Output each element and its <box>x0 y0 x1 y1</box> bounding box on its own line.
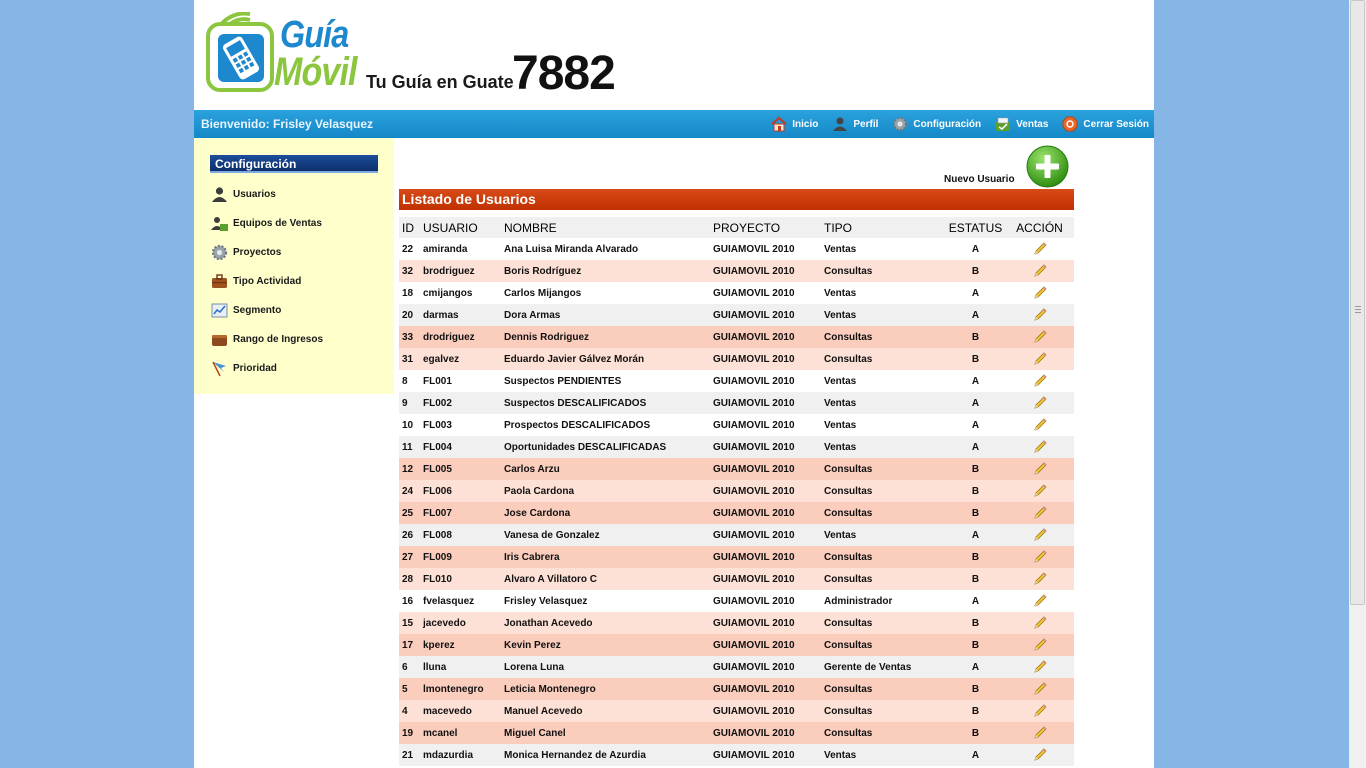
sidebar-item-rango-de-ingresos[interactable] <box>211 325 323 354</box>
cell-proyecto: GUIAMOVIL 2010 <box>710 304 821 326</box>
edit-pencil-icon[interactable] <box>1032 725 1048 741</box>
cell-proyecto: GUIAMOVIL 2010 <box>710 326 821 348</box>
nav-links <box>771 114 1149 134</box>
nav-configuracion-label: Configuración <box>913 118 982 130</box>
cell-nombre: Eduardo Javier Gálvez Morán <box>501 348 710 370</box>
cell-nombre: Leticia Montenegro <box>501 678 710 700</box>
cell-accion <box>1005 546 1074 568</box>
cell-usuario: drodriguez <box>420 326 501 348</box>
table-row <box>399 612 1074 634</box>
cell-usuario: lmontenegro <box>420 678 501 700</box>
table-row <box>399 326 1074 348</box>
cell-id: 27 <box>399 546 420 568</box>
col-usuario[interactable]: USUARIO <box>420 217 501 238</box>
cell-accion <box>1005 414 1074 436</box>
cell-nombre: Vanesa de Gonzalez <box>501 524 710 546</box>
cell-proyecto: GUIAMOVIL 2010 <box>710 590 821 612</box>
user-icon <box>832 116 848 132</box>
cell-usuario: FL009 <box>420 546 501 568</box>
cell-id: 25 <box>399 502 420 524</box>
sales-icon <box>995 116 1011 132</box>
table-row <box>399 524 1074 546</box>
cell-accion <box>1005 568 1074 590</box>
cell-usuario: FL001 <box>420 370 501 392</box>
table-row <box>399 656 1074 678</box>
cell-tipo: Consultas <box>821 348 946 370</box>
cell-estatus: A <box>946 524 1005 546</box>
cell-accion <box>1005 744 1074 766</box>
edit-pencil-icon[interactable] <box>1032 263 1048 279</box>
cell-id: 31 <box>399 348 420 370</box>
cell-id: 26 <box>399 524 420 546</box>
sidebar-title: Configuración <box>210 155 378 173</box>
cell-estatus: A <box>946 590 1005 612</box>
table-row <box>399 568 1074 590</box>
cell-nombre: Dennis Rodriguez <box>501 326 710 348</box>
cell-tipo: Ventas <box>821 282 946 304</box>
table-row <box>399 480 1074 502</box>
edit-pencil-icon[interactable] <box>1032 571 1048 587</box>
sidebar-menu <box>211 180 323 383</box>
cell-accion <box>1005 634 1074 656</box>
cell-estatus: B <box>946 260 1005 282</box>
cell-estatus: B <box>946 700 1005 722</box>
cell-proyecto: GUIAMOVIL 2010 <box>710 568 821 590</box>
header <box>194 0 1154 110</box>
page <box>194 0 1154 768</box>
cell-tipo: Ventas <box>821 414 946 436</box>
cell-nombre: Manuel Acevedo <box>501 700 710 722</box>
cell-id: 6 <box>399 656 420 678</box>
cell-usuario: FL008 <box>420 524 501 546</box>
cell-usuario: FL003 <box>420 414 501 436</box>
cell-proyecto: GUIAMOVIL 2010 <box>710 502 821 524</box>
table-body <box>399 238 1074 766</box>
cell-id: 4 <box>399 700 420 722</box>
cell-usuario: FL005 <box>420 458 501 480</box>
cell-id: 10 <box>399 414 420 436</box>
cell-usuario: FL004 <box>420 436 501 458</box>
cell-tipo: Consultas <box>821 458 946 480</box>
cell-usuario: amiranda <box>420 238 501 260</box>
edit-pencil-icon[interactable] <box>1032 417 1048 433</box>
cell-nombre: Suspectos PENDIENTES <box>501 370 710 392</box>
cell-tipo: Consultas <box>821 678 946 700</box>
list-title: Listado de Usuarios <box>399 189 1074 210</box>
tagline: Tu Guía en Guate <box>366 72 514 92</box>
table-row <box>399 678 1074 700</box>
cell-estatus: B <box>946 480 1005 502</box>
cell-usuario: brodriguez <box>420 260 501 282</box>
cell-tipo: Consultas <box>821 612 946 634</box>
table-row <box>399 260 1074 282</box>
sidebar-item-label: Prioridad <box>233 363 277 374</box>
cell-nombre: Frisley Velasquez <box>501 590 710 612</box>
cell-usuario: darmas <box>420 304 501 326</box>
cell-tipo: Consultas <box>821 480 946 502</box>
logo[interactable] <box>206 10 356 92</box>
cell-accion <box>1005 480 1074 502</box>
edit-pencil-icon[interactable] <box>1032 461 1048 477</box>
cell-accion <box>1005 392 1074 414</box>
cell-proyecto: GUIAMOVIL 2010 <box>710 744 821 766</box>
cell-accion <box>1005 260 1074 282</box>
cell-tipo: Consultas <box>821 700 946 722</box>
cell-usuario: fvelasquez <box>420 590 501 612</box>
sidebar <box>194 138 394 394</box>
table-row <box>399 370 1074 392</box>
nav-ventas-label: Ventas <box>1016 118 1049 130</box>
edit-pencil-icon[interactable] <box>1032 681 1048 697</box>
cell-id: 8 <box>399 370 420 392</box>
phone-logo-icon <box>206 12 280 92</box>
cell-proyecto: GUIAMOVIL 2010 <box>710 414 821 436</box>
cell-tipo: Consultas <box>821 546 946 568</box>
col-tipo[interactable]: TIPO <box>821 217 946 238</box>
sidebar-item-label: Tipo Actividad <box>233 276 302 287</box>
home-icon <box>771 116 787 132</box>
col-id[interactable]: ID <box>399 217 420 238</box>
table-row <box>399 348 1074 370</box>
edit-pencil-icon[interactable] <box>1032 659 1048 675</box>
cell-tipo: Consultas <box>821 502 946 524</box>
cell-id: 24 <box>399 480 420 502</box>
cell-nombre: Jonathan Acevedo <box>501 612 710 634</box>
cell-nombre: Alvaro A Villatoro C <box>501 568 710 590</box>
cell-usuario: macevedo <box>420 700 501 722</box>
cell-id: 9 <box>399 392 420 414</box>
edit-pencil-icon[interactable] <box>1032 703 1048 719</box>
sidebar-item-label: Segmento <box>233 305 282 316</box>
flag-icon <box>211 360 228 377</box>
edit-pencil-icon[interactable] <box>1032 439 1048 455</box>
cell-id: 32 <box>399 260 420 282</box>
sidebar-item-proyectos[interactable] <box>211 238 323 267</box>
cell-estatus: A <box>946 744 1005 766</box>
nav-configuracion[interactable] <box>892 114 981 134</box>
users-table <box>399 217 1074 766</box>
cell-nombre: Suspectos DESCALIFICADOS <box>501 392 710 414</box>
cell-usuario: FL007 <box>420 502 501 524</box>
cell-usuario: FL006 <box>420 480 501 502</box>
sidebar-item-segmento[interactable] <box>211 296 323 325</box>
cell-proyecto: GUIAMOVIL 2010 <box>710 260 821 282</box>
cell-usuario: egalvez <box>420 348 501 370</box>
col-accion: ACCIÓN <box>1005 217 1074 238</box>
cell-estatus: A <box>946 392 1005 414</box>
cell-accion <box>1005 700 1074 722</box>
cell-accion <box>1005 656 1074 678</box>
cell-accion <box>1005 678 1074 700</box>
nav-cerrar-sesion-label: Cerrar Sesión <box>1083 118 1149 130</box>
cell-tipo: Ventas <box>821 524 946 546</box>
col-nombre[interactable]: NOMBRE <box>501 217 710 238</box>
cell-estatus: B <box>946 568 1005 590</box>
cell-accion <box>1005 370 1074 392</box>
table-row <box>399 634 1074 656</box>
sidebar-item-label: Usuarios <box>233 189 276 200</box>
cell-proyecto: GUIAMOVIL 2010 <box>710 612 821 634</box>
nav-inicio-label: Inicio <box>792 118 819 130</box>
edit-pencil-icon[interactable] <box>1032 615 1048 631</box>
cell-proyecto: GUIAMOVIL 2010 <box>710 458 821 480</box>
cell-usuario: FL002 <box>420 392 501 414</box>
table-row <box>399 436 1074 458</box>
cell-accion <box>1005 502 1074 524</box>
cell-tipo: Ventas <box>821 370 946 392</box>
edit-pencil-icon[interactable] <box>1032 637 1048 653</box>
cell-accion <box>1005 612 1074 634</box>
edit-pencil-icon[interactable] <box>1032 373 1048 389</box>
table-header-row <box>399 217 1074 238</box>
cell-tipo: Ventas <box>821 392 946 414</box>
gear-icon <box>211 244 228 261</box>
cell-estatus: A <box>946 414 1005 436</box>
cell-proyecto: GUIAMOVIL 2010 <box>710 700 821 722</box>
edit-pencil-icon[interactable] <box>1032 307 1048 323</box>
edit-pencil-icon[interactable] <box>1032 285 1048 301</box>
sidebar-item-tipo-actividad[interactable] <box>211 267 323 296</box>
sidebar-item-label: Proyectos <box>233 247 282 258</box>
cell-id: 33 <box>399 326 420 348</box>
logo-word-movil: Móvil <box>274 50 357 94</box>
cell-estatus: A <box>946 238 1005 260</box>
cell-proyecto: GUIAMOVIL 2010 <box>710 370 821 392</box>
table-row <box>399 282 1074 304</box>
cell-tipo: Ventas <box>821 436 946 458</box>
cell-tipo: Administrador <box>821 590 946 612</box>
edit-pencil-icon[interactable] <box>1032 483 1048 499</box>
cell-tipo: Consultas <box>821 722 946 744</box>
cell-accion <box>1005 326 1074 348</box>
cell-accion <box>1005 458 1074 480</box>
sidebar-item-equipos-de-ventas[interactable] <box>211 209 323 238</box>
edit-pencil-icon[interactable] <box>1032 329 1048 345</box>
cell-id: 12 <box>399 458 420 480</box>
cell-proyecto: GUIAMOVIL 2010 <box>710 480 821 502</box>
user-icon <box>211 186 228 203</box>
cell-accion <box>1005 722 1074 744</box>
cell-estatus: A <box>946 436 1005 458</box>
cell-nombre: Iris Cabrera <box>501 546 710 568</box>
nav-perfil-label: Perfil <box>853 118 879 130</box>
table-row <box>399 238 1074 260</box>
cell-accion <box>1005 348 1074 370</box>
gear-icon <box>892 116 908 132</box>
cell-estatus: B <box>946 348 1005 370</box>
edit-pencil-icon[interactable] <box>1032 351 1048 367</box>
cell-id: 28 <box>399 568 420 590</box>
cell-estatus: B <box>946 722 1005 744</box>
team-icon <box>211 215 228 232</box>
cell-proyecto: GUIAMOVIL 2010 <box>710 722 821 744</box>
cell-proyecto: GUIAMOVIL 2010 <box>710 436 821 458</box>
chart-icon <box>211 302 228 319</box>
table-row <box>399 546 1074 568</box>
cell-id: 15 <box>399 612 420 634</box>
cell-proyecto: GUIAMOVIL 2010 <box>710 656 821 678</box>
table-row <box>399 304 1074 326</box>
table-row <box>399 700 1074 722</box>
sidebar-item-label: Rango de Ingresos <box>233 334 324 345</box>
cell-estatus: A <box>946 370 1005 392</box>
cell-usuario: mcanel <box>420 722 501 744</box>
wallet-icon <box>211 331 228 348</box>
edit-pencil-icon[interactable] <box>1032 549 1048 565</box>
edit-pencil-icon[interactable] <box>1032 527 1048 543</box>
cell-accion <box>1005 590 1074 612</box>
cell-accion <box>1005 436 1074 458</box>
table-row <box>399 590 1074 612</box>
cell-id: 19 <box>399 722 420 744</box>
cell-proyecto: GUIAMOVIL 2010 <box>710 238 821 260</box>
cell-nombre: Carlos Mijangos <box>501 282 710 304</box>
cell-estatus: B <box>946 458 1005 480</box>
nav-perfil[interactable] <box>832 114 878 134</box>
cell-proyecto: GUIAMOVIL 2010 <box>710 634 821 656</box>
phone-number: 7882 <box>512 47 615 100</box>
cell-proyecto: GUIAMOVIL 2010 <box>710 546 821 568</box>
cell-nombre: Ana Luisa Miranda Alvarado <box>501 238 710 260</box>
briefcase-icon <box>211 273 228 290</box>
cell-nombre: Jose Cardona <box>501 502 710 524</box>
sidebar-item-usuarios[interactable] <box>211 180 323 209</box>
cell-id: 11 <box>399 436 420 458</box>
cell-estatus: B <box>946 612 1005 634</box>
cell-estatus: A <box>946 656 1005 678</box>
cell-id: 16 <box>399 590 420 612</box>
cell-tipo: Gerente de Ventas <box>821 656 946 678</box>
edit-pencil-icon[interactable] <box>1032 747 1048 763</box>
top-navbar <box>194 110 1154 138</box>
cell-accion <box>1005 524 1074 546</box>
cell-nombre: Paola Cardona <box>501 480 710 502</box>
cell-usuario: jacevedo <box>420 612 501 634</box>
edit-pencil-icon[interactable] <box>1032 505 1048 521</box>
table-row <box>399 502 1074 524</box>
cell-accion <box>1005 238 1074 260</box>
cell-id: 22 <box>399 238 420 260</box>
nav-inicio[interactable] <box>771 114 818 134</box>
cell-id: 20 <box>399 304 420 326</box>
cell-nombre: Kevin Perez <box>501 634 710 656</box>
nav-ventas[interactable] <box>995 114 1048 134</box>
sidebar-item-prioridad[interactable] <box>211 354 323 383</box>
cell-tipo: Ventas <box>821 304 946 326</box>
cell-usuario: mdazurdia <box>420 744 501 766</box>
nav-cerrar-sesion[interactable] <box>1062 114 1149 134</box>
cell-estatus: B <box>946 502 1005 524</box>
edit-pencil-icon[interactable] <box>1032 593 1048 609</box>
cell-usuario: kperez <box>420 634 501 656</box>
scrollbar-thumb[interactable] <box>1350 0 1365 605</box>
cell-estatus: A <box>946 304 1005 326</box>
cell-id: 18 <box>399 282 420 304</box>
cell-tipo: Ventas <box>821 238 946 260</box>
cell-usuario: FL010 <box>420 568 501 590</box>
cell-tipo: Consultas <box>821 634 946 656</box>
cell-usuario: cmijangos <box>420 282 501 304</box>
cell-tipo: Consultas <box>821 568 946 590</box>
add-user-button[interactable] <box>1026 145 1069 188</box>
table-row <box>399 392 1074 414</box>
cell-nombre: Oportunidades DESCALIFICADAS <box>501 436 710 458</box>
cell-nombre: Monica Hernandez de Azurdia <box>501 744 710 766</box>
sidebar-item-label: Equipos de Ventas <box>233 218 322 229</box>
logo-word-guia: Guía <box>280 14 349 56</box>
edit-pencil-icon[interactable] <box>1032 395 1048 411</box>
cell-accion <box>1005 304 1074 326</box>
logout-icon <box>1062 116 1078 132</box>
cell-nombre: Miguel Canel <box>501 722 710 744</box>
table-row <box>399 458 1074 480</box>
cell-tipo: Ventas <box>821 744 946 766</box>
cell-estatus: A <box>946 282 1005 304</box>
col-estatus[interactable]: ESTATUS <box>946 217 1005 238</box>
welcome-text: Bienvenido: Frisley Velasquez <box>201 117 374 131</box>
cell-nombre: Prospectos DESCALIFICADOS <box>501 414 710 436</box>
cell-usuario: lluna <box>420 656 501 678</box>
cell-nombre: Lorena Luna <box>501 656 710 678</box>
cell-estatus: B <box>946 326 1005 348</box>
cell-nombre: Dora Armas <box>501 304 710 326</box>
cell-nombre: Carlos Arzu <box>501 458 710 480</box>
cell-id: 17 <box>399 634 420 656</box>
new-user-label: Nuevo Usuario <box>944 174 1015 185</box>
col-proyecto[interactable]: PROYECTO <box>710 217 821 238</box>
cell-proyecto: GUIAMOVIL 2010 <box>710 678 821 700</box>
cell-estatus: B <box>946 546 1005 568</box>
scrollbar-grip-icon <box>1355 306 1361 314</box>
cell-estatus: B <box>946 678 1005 700</box>
cell-id: 21 <box>399 744 420 766</box>
cell-proyecto: GUIAMOVIL 2010 <box>710 524 821 546</box>
cell-nombre: Boris Rodríguez <box>501 260 710 282</box>
cell-proyecto: GUIAMOVIL 2010 <box>710 348 821 370</box>
table-row <box>399 744 1074 766</box>
table-row <box>399 722 1074 744</box>
cell-estatus: B <box>946 634 1005 656</box>
new-user <box>944 146 1072 188</box>
cell-id: 5 <box>399 678 420 700</box>
cell-proyecto: GUIAMOVIL 2010 <box>710 282 821 304</box>
edit-pencil-icon[interactable] <box>1032 241 1048 257</box>
table-row <box>399 414 1074 436</box>
cell-proyecto: GUIAMOVIL 2010 <box>710 392 821 414</box>
cell-tipo: Consultas <box>821 260 946 282</box>
cell-tipo: Consultas <box>821 326 946 348</box>
cell-accion <box>1005 282 1074 304</box>
